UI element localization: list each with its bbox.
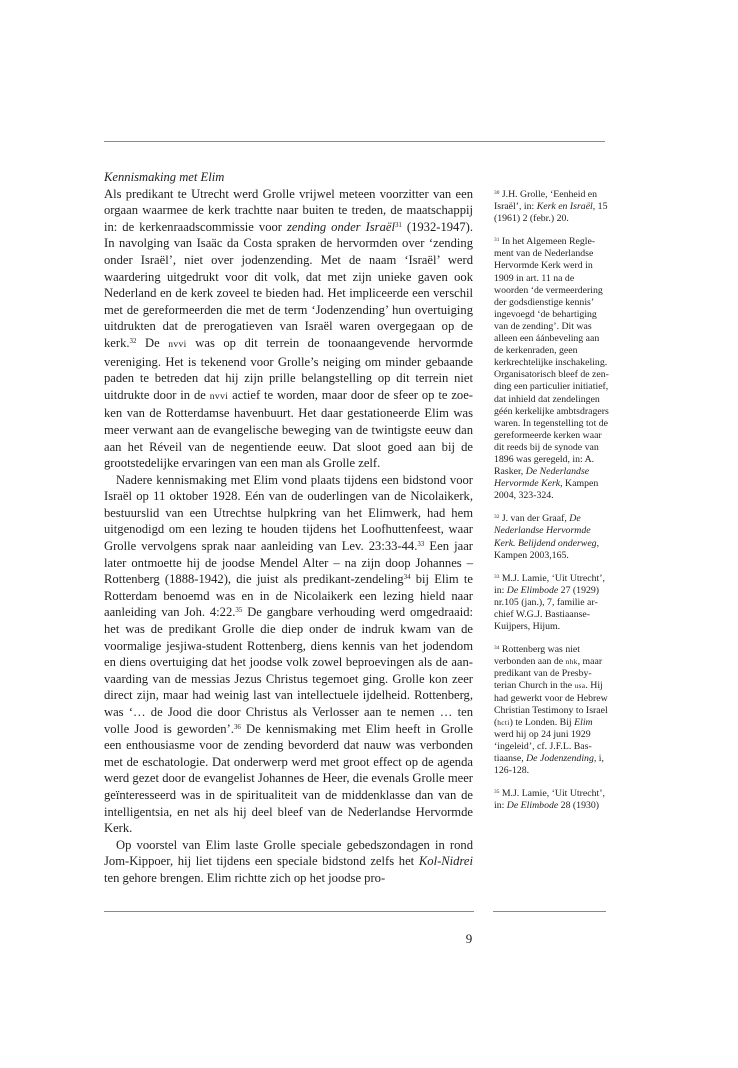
top-rule — [104, 141, 605, 142]
paragraph-3-text: Op voorstel van Elim laste Grolle speciale gebedszondagen in rond Jom-Kippoer, hij liet tijdens een speciale bidstond zelfs het — [104, 837, 473, 869]
footnote-text: M.J. Lamie, ‘Uit Utrecht’, in: — [494, 788, 605, 812]
footnote-text: 28 (1930) — [558, 800, 600, 812]
footnote-ref-32[interactable]: 32 — [129, 338, 137, 346]
footnote-text: , maar predikant van de Presbyterian Church in the — [494, 656, 603, 692]
paragraph-2-text: Nadere kennismaking met Elim vond plaats tijdens een bidstond voor Israël op 11 oktober 1928. Eén van de ouderlingen van de Nicolaikerk, bestuurslid van een Utrechtse hulpkring van het Elimwerk, had hem uitgenodigd om een lezing te houden tijdens het Loofhuttenfeest, waar Grolle vervolgens sprak naar aanleiding van Lev. 23:33-44. — [104, 472, 473, 554]
footnote-number: 33 — [494, 573, 500, 580]
footnote-number: 31 — [494, 237, 500, 244]
footnote-number: 30 — [494, 190, 500, 197]
footnote-text: J. van der Graaf, — [499, 513, 570, 525]
section-heading: Kennismaking met Elim — [104, 170, 225, 184]
paragraph-1-text: De — [136, 335, 169, 350]
paragraph-1 — [104, 186, 473, 472]
paragraph-3 — [104, 837, 473, 887]
footnote-number: 35 — [494, 789, 500, 796]
footnote-32 — [494, 513, 610, 561]
footnote-34 — [494, 644, 610, 777]
footnote-ref-31[interactable]: 31 — [394, 221, 402, 229]
paragraph-2-text: Een jaar later ontmoette hij de joodse Mendel Alter – na zijn doop Johannes – Rottenberg (1888-1942), die juist als predikant-zendeling — [104, 539, 474, 587]
footnote-text: Rottenberg was niet verbonden aan de — [494, 644, 581, 668]
footnote-ref-35[interactable]: 35 — [235, 607, 243, 615]
paragraph-2-text: bij Elim te Rotterdam benoemd was en in de Nicolaikerk een lezing hield naar aanleiding van Joh. 4:22. — [104, 572, 473, 620]
page-number: 9 — [465, 931, 473, 946]
bottom-rule-main — [104, 911, 474, 912]
footnote-text: , Kampen 2003,165. — [494, 537, 600, 561]
footnote-text: , i, 126-128. — [494, 753, 604, 777]
footnote-ref-33[interactable]: 33 — [417, 541, 425, 549]
footnote-text: In het Algemeen Reglement van de Nederlandse Hervormde Kerk werd in 1909 in art. 11 na de woorden ‘de vermeerdering der godsdienstige kennis’ ingevoegd ‘de behartiging van de zending’. Dit was alleen een áánbeveling aan de kerkenraden, geen kerkrechtelijke inschakeling. Organisatorisch bleef de zending een particulier initiatief, dat inhield dat zendelingen géén kerkelijke ambtsdragers waren. In tegenstelling tot de gereformeerde kerken waar dit reeds bij de synode van 1896 was geregeld, in: A. Rasker, — [494, 236, 609, 478]
abbreviation-usa: usa — [574, 681, 586, 691]
footnote-title: De Elimbode — [506, 584, 559, 596]
footnote-title: De Nederlandse Hervormde Kerk — [494, 466, 590, 490]
paragraph-1-text: Als predikant te Utrecht werd Grolle vrijwel meteen voorzitter van een orgaan waarmee de kerk trachtte naar buiten te treden, de maatschappij in: de kerkenraadscommissie voor — [104, 186, 473, 234]
footnote-30 — [494, 189, 610, 225]
footnote-ref-36[interactable]: 36 — [233, 723, 241, 731]
paragraph-2-text: De kennismaking met Elim heeft in Grolle een enthousiasme voor de zending bevorderd dat nauw was verbonden met de eschatologie. Dat onderwerp werd met groot effect op de agenda werd gezet door de evangelist Johannes de Heer, die evenals Grolle meer geïnteresseerd was in de spiritualiteit van de middenklasse dan van de intelligentsia, en net als hij deel bleef van de Nederlandse Hervormde Kerk. — [104, 721, 473, 836]
paragraph-2 — [104, 472, 473, 837]
paragraph-1-text: was op dit terrein de toonaangevende hervormde vereniging. Het is tekenend voor Grolle’s neiging om minder gebaande paden te betreden dat hij zijn prille belangstelling op dit terrein niet uitdrukte door in de — [104, 335, 473, 402]
abbreviation-hcti: hcti — [497, 717, 510, 727]
footnote-ref-34[interactable]: 34 — [403, 574, 411, 582]
main-text-column — [104, 169, 473, 887]
paragraph-2-text: De gangbare verhouding werd omgedraaid: het was de predikant Grolle die diep onder de indruk kwam van de voormalige jesjiwa-student Rottenberg, diens kennis van het jodendom en diens overtuiging dat het joodse volk zowel beproevingen als de aanvaarding van de messias Jezus Christus tegemoet ging. Grolle kon zeer direct zijn, maar had weinig last van intellectuele ijdelheid. Rottenberg, was ‘… de Jood die door Christus als Verlosser aan te nemen … ten volle Jood is geworden’. — [104, 605, 473, 736]
italic-term: zending onder Israël — [287, 219, 395, 234]
footnote-text: J.H. Grolle, ‘Eenheid en Israël’, in: — [494, 189, 598, 213]
paragraph-3-text: ten gehore brengen. Elim richtte zich op het joodse pro- — [104, 870, 386, 885]
footnote-35 — [494, 788, 610, 812]
footnote-33 — [494, 573, 610, 633]
footnote-31 — [494, 236, 610, 502]
footnote-title: Elim — [574, 716, 593, 728]
paragraph-1-text: actief te worden, maar door de sfeer op te zoeken van de Rotterdamse havenbuurt. Het daar gestationeerde Elim was meer verwant aan de evangelische beweging van de twintigste eeuw dan aan het Réveil van de negentiende eeuw. Dat sloot goed aan bij de grootstedelijke ervaringen van een man als Grolle zelf. — [104, 387, 473, 471]
footnote-text: , Kampen 2004, 323-324. — [494, 478, 599, 502]
footnotes-column — [494, 189, 610, 823]
abbreviation-nhk: nhk — [565, 657, 578, 667]
footnote-title: De Elimbode — [506, 800, 559, 812]
italic-term: Kol-Nidrei — [418, 854, 473, 869]
footnote-title: De Jodenzending — [526, 753, 594, 765]
footnote-text: . Hij had gewerkt voor de Hebrew Christian Testimony to Israel ( — [494, 680, 608, 728]
paragraph-1-text: (1932-1947). In navolging van Isaäc da Costa spraken de hervormden over ‘zending onder Israël’, niet over jodenzending. Met de naam ‘Israël’ werd waardering uitgedrukt voor dit volk, dat met zijn unieke gaven ook Nederland en de kerk zoveel te bieden had. Het impliceerde een verschil met de gereformeerden die met de term ‘Jodenzending’ hun overtuiging uitdrukten dat de prerogatieven van Israël waren overgegaan op de kerk. — [104, 219, 473, 350]
footnote-text: , 15 (1961) 2 (febr.) 20. — [494, 201, 608, 225]
footnote-text: werd hij op 24 juni 1929 ‘ingeleid’, cf. J.F.L. Bastiaanse, — [494, 728, 592, 765]
abbreviation-nvvi: nvvi — [168, 338, 187, 350]
footnote-number: 32 — [494, 514, 500, 521]
footnote-text: 27 (1929) nr.105 (jan.), 7, familie archief W.G.J. Bastiaanse-Kuijpers, Hijum. — [494, 584, 600, 633]
footnote-number: 34 — [494, 645, 500, 652]
bottom-rule-notes — [493, 911, 606, 912]
footnote-text: M.J. Lamie, ‘Uit Utrecht’, in: — [494, 572, 605, 596]
footnote-title: De Nederlandse Hervormde Kerk. Belijdend onderweg — [494, 513, 597, 549]
footnote-text: ) te Londen. Bij — [509, 716, 575, 728]
abbreviation-nvvi: nvvi — [209, 390, 229, 402]
footnote-title: Kerk en Israël — [536, 201, 593, 213]
